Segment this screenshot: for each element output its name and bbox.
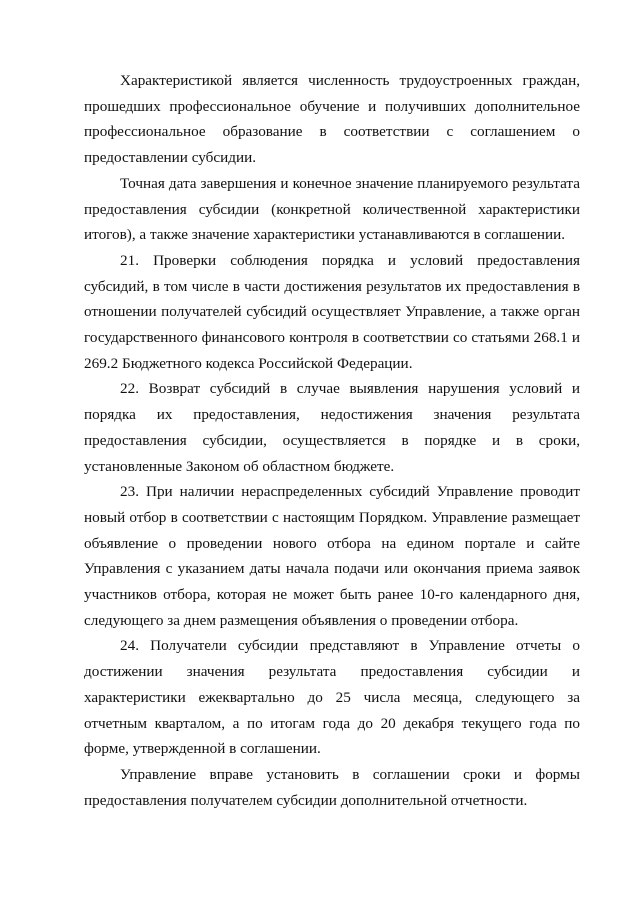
paragraph-22-refund: 22. Возврат субсидий в случае выявления нарушения условий и порядка их предоставления, недостижения значения результата предоставления субсидии, осуществляется в порядке и в сроки, установленные Законом об областном бюджете. xyxy=(84,380,580,475)
paragraph-additional-reporting: Управление вправе установить в соглашении сроки и формы предоставления получателем субсидии дополнительной отчетности. xyxy=(84,765,580,809)
paragraph-completion-date: Точная дата завершения и конечное значение планируемого результата предоставления субсидии (конкретной количественной характеристики итогов), а также значение характеристики устанавливаются в соглашении. xyxy=(84,174,580,244)
paragraph-24-reports: 24. Получатели субсидии представляют в Управление отчеты о достижении значения результата предоставления субсидии и характеристики ежеквартально до 25 числа месяца, следующего за отчетным кварталом, а по итогам года до 20 декабря текущего года по форме, утвержденной в соглашении. xyxy=(84,637,580,758)
document-page xyxy=(84,68,580,813)
paragraph-21-inspections: 21. Проверки соблюдения порядка и условий предоставления субсидий, в том числе в части достижения результатов их предоставления в отношении получателей субсидий осуществляет Управление, а также орган государственного финансового контроля в соответствии со статьями 268.1 и 269.2 Бюджетного кодекса Российской Федерации. xyxy=(84,251,580,372)
paragraph-23-new-selection: 23. При наличии нераспределенных субсидий Управление проводит новый отбор в соответствии с настоящим Порядком. Управление размещает объявление о проведении нового отбора на едином портале и сайте Управления с указанием даты начала подачи или окончания приема заявок участников отбора, которая не может быть ранее 10-го календарного дня, следующего за днем размещения объявления о проведении отбора. xyxy=(84,483,580,629)
paragraph-characteristic: Характеристикой является численность трудоустроенных граждан, прошедших профессиональное обучение и получивших дополнительное профессиональное образование в соответствии с соглашением о предоставлении субсидии. xyxy=(84,72,580,167)
